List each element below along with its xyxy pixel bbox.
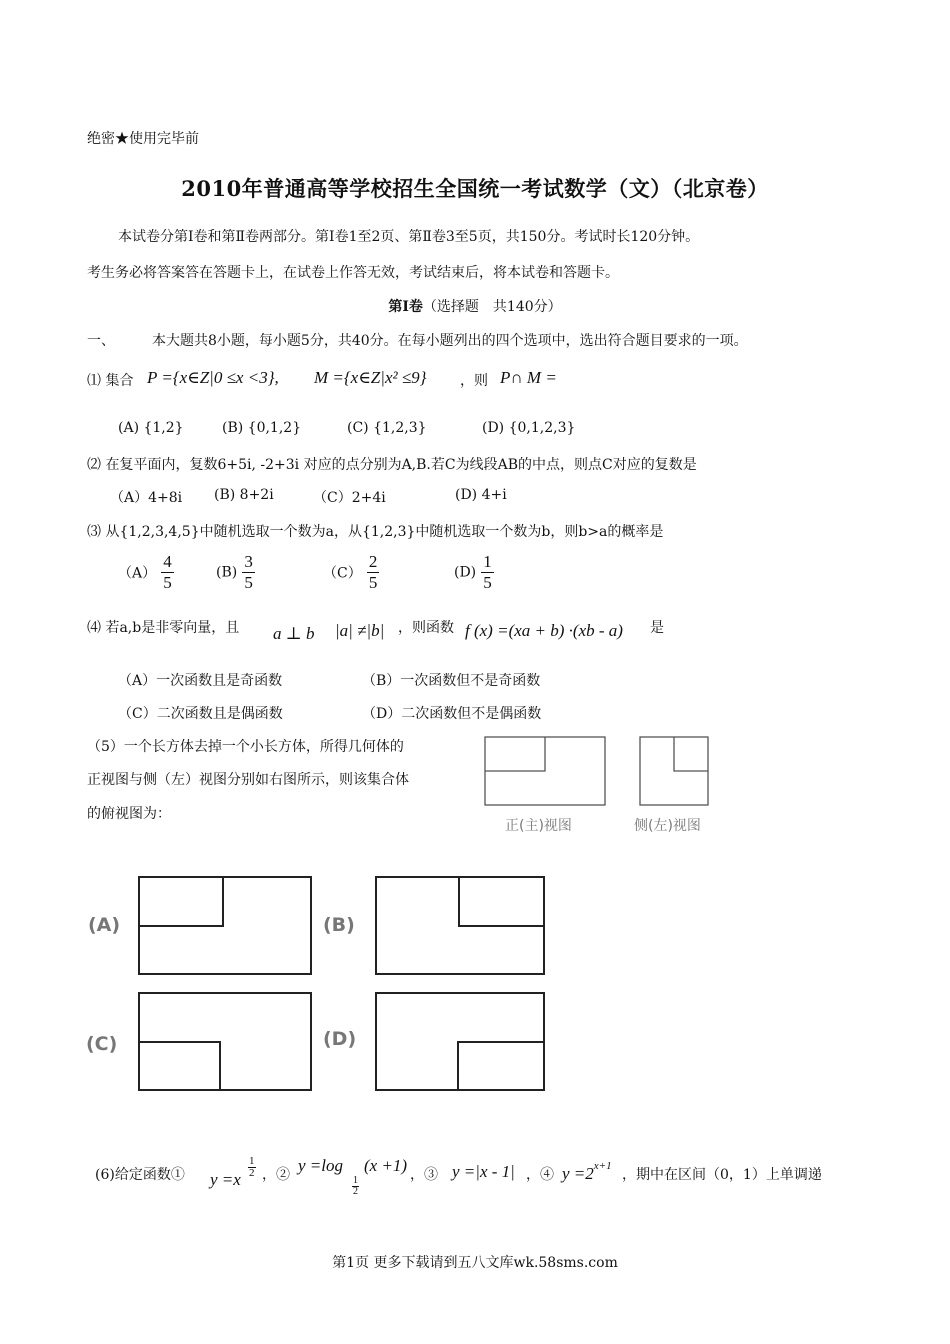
- q4-mid: ，则函数: [398, 620, 454, 636]
- q1-option-a[interactable]: (A) {1,2}: [118, 420, 184, 436]
- q1-option-c[interactable]: (C) {1,2,3}: [347, 420, 427, 436]
- q5-option-d-label: (D): [323, 1028, 357, 1050]
- q3-option-c[interactable]: [323, 552, 379, 593]
- q3-option-c-fraction: $\frac{2}{5}$: [368, 552, 378, 592]
- q1-lead: ⑴ 集合: [87, 373, 134, 389]
- q3-option-b-fraction: $\frac{3}{5}$: [244, 552, 253, 592]
- q5-line-1: （5）一个长方体去掉一个小长方体，所得几何体的: [87, 739, 404, 755]
- q5-option-a-figure[interactable]: [139, 877, 311, 974]
- q3-option-b-label: (B): [216, 564, 238, 581]
- side-view-figure: [640, 737, 708, 805]
- front-view-figure: [485, 737, 605, 805]
- q6-tail: ，期中在区间（0，1）上单调递: [622, 1167, 822, 1183]
- q5-option-c-label: (C): [86, 1033, 118, 1055]
- q4-option-a[interactable]: （A）一次函数且是奇函数: [118, 673, 283, 689]
- q4-tail: 是: [650, 620, 664, 636]
- q3-text: ⑶ 从{1,2,3,4,5}中随机选取一个数为a，从{1,2,3}中随机选取一个数为b，则b>a的概率是: [87, 524, 664, 540]
- section-heading-rest: （选择题 共140分）: [422, 299, 562, 315]
- part-one-number: 一、: [87, 333, 115, 349]
- q1-set-m: M ={x∈Z|x² ≤9}: [314, 368, 427, 387]
- page-title: 2010年普通高等学校招生全国统一考试数学（文）（北京卷）: [181, 176, 769, 201]
- intro-line-2: 考生务必将答案答在答题卡上，在试卷上作答无效，考试结束后，将本试卷和答题卡。: [87, 265, 619, 281]
- q5-line-2: 正视图与侧（左）视图分别如右图所示，则该集合体: [87, 772, 409, 788]
- side-view-caption: 侧(左)视图: [634, 818, 701, 834]
- q6-sep-4: ，④: [526, 1167, 554, 1183]
- secret-label: 绝密★使用完毕前: [87, 131, 199, 147]
- q3-option-d[interactable]: [454, 552, 494, 593]
- q1-set-p: P ={x∈Z|0 ≤x <3},: [147, 368, 279, 387]
- q6-sep-2: ，②: [262, 1167, 290, 1183]
- q5-option-b-label: (B): [323, 914, 355, 936]
- q5-option-a-label: (A): [88, 914, 121, 936]
- q3-option-b[interactable]: [216, 552, 255, 593]
- q6-lead: (6)给定函数①: [95, 1167, 185, 1183]
- q2-option-c[interactable]: （C）2+4i: [313, 490, 386, 506]
- q5-option-b-figure[interactable]: [376, 877, 544, 974]
- q1-expression: P∩ M =: [500, 368, 557, 387]
- q6-function-4: y =2x+1: [562, 1160, 612, 1183]
- q6-sep-3: ，③: [410, 1167, 438, 1183]
- q3-option-a-label: （A）: [118, 565, 157, 582]
- q3-option-d-label: (D): [454, 564, 477, 581]
- q4-condition-perpendicular: a ⊥ b: [273, 624, 315, 643]
- q4-option-d[interactable]: （D）二次函数但不是偶函数: [362, 706, 542, 722]
- page-footer: 第1页 更多下载请到五八文库wk.58sms.com: [332, 1255, 618, 1271]
- q3-option-a[interactable]: [118, 552, 174, 593]
- q5-line-3: 的俯视图为：: [87, 806, 171, 822]
- q4-function: f (x) =(xa + b) ·(xb - a): [465, 621, 623, 640]
- section-heading: [0, 296, 950, 316]
- q5-reference-views: [480, 733, 730, 813]
- q2-text: ⑵ 在复平面内，复数6+5i, -2+3i 对应的点分别为A,B.若C为线段AB的中点，则点C对应的复数是: [87, 457, 697, 473]
- q1-option-d[interactable]: (D) {0,1,2,3}: [482, 420, 576, 436]
- q4-option-b[interactable]: （B）一次函数但不是奇函数: [362, 673, 541, 689]
- q4-option-c[interactable]: （C）二次函数且是偶函数: [118, 706, 283, 722]
- front-view-caption: 正(主)视图: [505, 818, 572, 834]
- q2-option-a[interactable]: （A）4+8i: [110, 490, 183, 506]
- q2-option-d[interactable]: (D) 4+i: [455, 487, 507, 503]
- q3-option-c-label: （C）: [323, 565, 362, 582]
- section-heading-bold: 第Ⅰ卷: [388, 299, 423, 315]
- q5-option-c-figure[interactable]: [139, 993, 311, 1090]
- q4-condition-magnitude: |a| ≠|b|: [335, 621, 385, 640]
- q1-option-b[interactable]: (B) {0,1,2}: [222, 420, 302, 436]
- q5-option-d-figure[interactable]: [376, 993, 544, 1090]
- q2-option-b[interactable]: (B) 8+2i: [214, 487, 274, 503]
- q4-lead: ⑷ 若a,b是非零向量，且: [87, 620, 240, 636]
- q3-option-a-fraction: $\frac{4}{5}$: [163, 552, 172, 592]
- q5-option-figures: [130, 868, 560, 1098]
- part-one-instructions: 本大题共8小题，每小题5分，共40分。在每小题列出的四个选项中，选出符合题目要求的一项。: [152, 333, 748, 349]
- q3-option-d-fraction: $\frac{1}{5}$: [483, 552, 492, 592]
- q1-then: ，则: [460, 373, 488, 389]
- intro-line-1: 本试卷分第Ⅰ卷和第Ⅱ卷两部分。第Ⅰ卷1至2页、第Ⅱ卷3至5页，共150分。考试时长120分钟。: [118, 229, 700, 245]
- q6-function-3: y =|x - 1|: [452, 1162, 515, 1181]
